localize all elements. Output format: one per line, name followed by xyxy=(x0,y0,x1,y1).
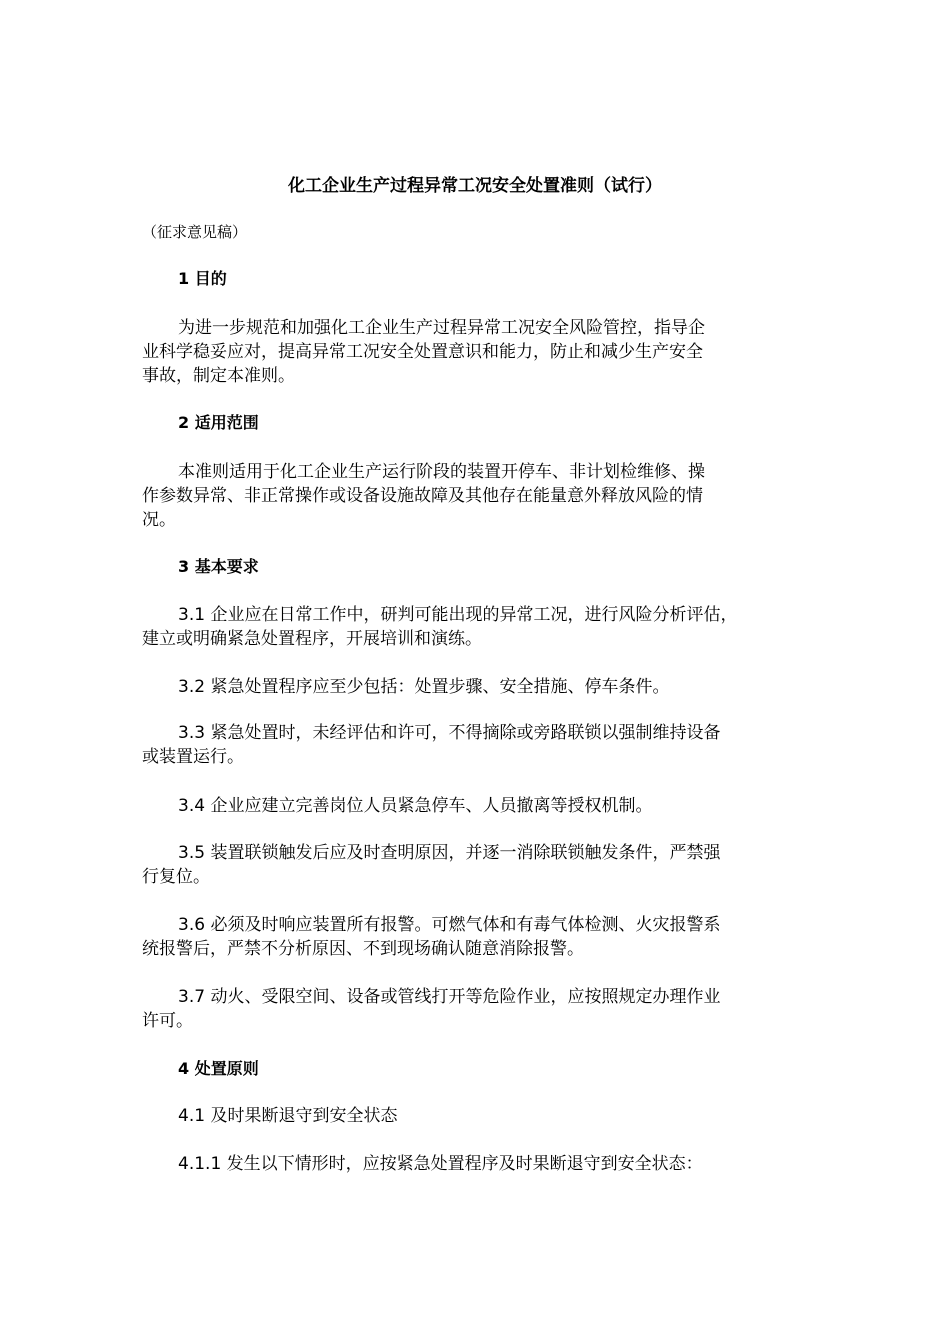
section-heading-basic-requirements: 3 基本要求 xyxy=(178,557,259,576)
paragraph-line: 3.4 企业应建立完善岗位人员紧急停车、人员撤离等授权机制。 xyxy=(178,796,653,816)
paragraph-line: 行复位。 xyxy=(142,867,210,887)
paragraph-line: 3.3 紧急处置时，未经评估和许可，不得摘除或旁路联锁以强制维持设备 xyxy=(178,723,721,743)
paragraph-scope xyxy=(142,460,802,532)
paragraph-line: 4.1 及时果断退守到安全状态 xyxy=(178,1106,398,1126)
document-title: 化工企业生产过程异常工况安全处置准则（试行） xyxy=(288,176,662,196)
paragraph-purpose xyxy=(142,316,802,388)
paragraph-line: 本准则适用于化工企业生产运行阶段的装置开停车、非计划检维修、操 xyxy=(178,462,705,482)
paragraph-line: 为进一步规范和加强化工企业生产过程异常工况安全风险管控，指导企 xyxy=(178,318,705,338)
paragraph-4-1-1 xyxy=(142,1152,802,1176)
paragraph-3-6 xyxy=(142,913,802,961)
paragraph-line: 作参数异常、非正常操作或设备设施故障及其他存在能量意外释放风险的情 xyxy=(142,486,703,506)
paragraph-3-5 xyxy=(142,841,802,889)
section-heading-purpose: 1 目的 xyxy=(178,269,227,288)
paragraph-line: 许可。 xyxy=(142,1011,193,1031)
paragraph-3-2 xyxy=(142,675,802,699)
paragraph-line: 3.1 企业应在日常工作中，研判可能出现的异常工况，进行风险分析评估， xyxy=(178,605,738,625)
paragraph-line: 4.1.1 发生以下情形时，应按紧急处置程序及时果断退守到安全状态： xyxy=(178,1154,703,1174)
paragraph-3-7 xyxy=(142,985,802,1033)
section-heading-scope: 2 适用范围 xyxy=(178,413,259,432)
paragraph-line: 3.2 紧急处置程序应至少包括：处置步骤、安全措施、停车条件。 xyxy=(178,677,670,697)
paragraph-line: 事故，制定本准则。 xyxy=(142,366,295,386)
paragraph-line: 3.7 动火、受限空间、设备或管线打开等危险作业，应按照规定办理作业 xyxy=(178,987,721,1007)
paragraph-line: 3.5 装置联锁触发后应及时查明原因，并逐一消除联锁触发条件，严禁强 xyxy=(178,843,721,863)
paragraph-3-1 xyxy=(142,603,802,651)
section-heading-principles: 4 处置原则 xyxy=(178,1059,259,1078)
paragraph-4-1 xyxy=(142,1104,802,1128)
paragraph-line: 业科学稳妥应对，提高异常工况安全处置意识和能力，防止和减少生产安全 xyxy=(142,342,703,362)
paragraph-line: 建立或明确紧急处置程序，开展培训和演练。 xyxy=(142,629,482,649)
document-subtitle: （征求意见稿） xyxy=(142,223,248,241)
paragraph-line: 3.6 必须及时响应装置所有报警。可燃气体和有毒气体检测、火灾报警系 xyxy=(178,915,721,935)
paragraph-line: 或装置运行。 xyxy=(142,747,244,767)
paragraph-3-3 xyxy=(142,721,802,769)
paragraph-line: 统报警后，严禁不分析原因、不到现场确认随意消除报警。 xyxy=(142,939,584,959)
paragraph-line: 况。 xyxy=(142,510,176,530)
paragraph-3-4 xyxy=(142,794,802,818)
